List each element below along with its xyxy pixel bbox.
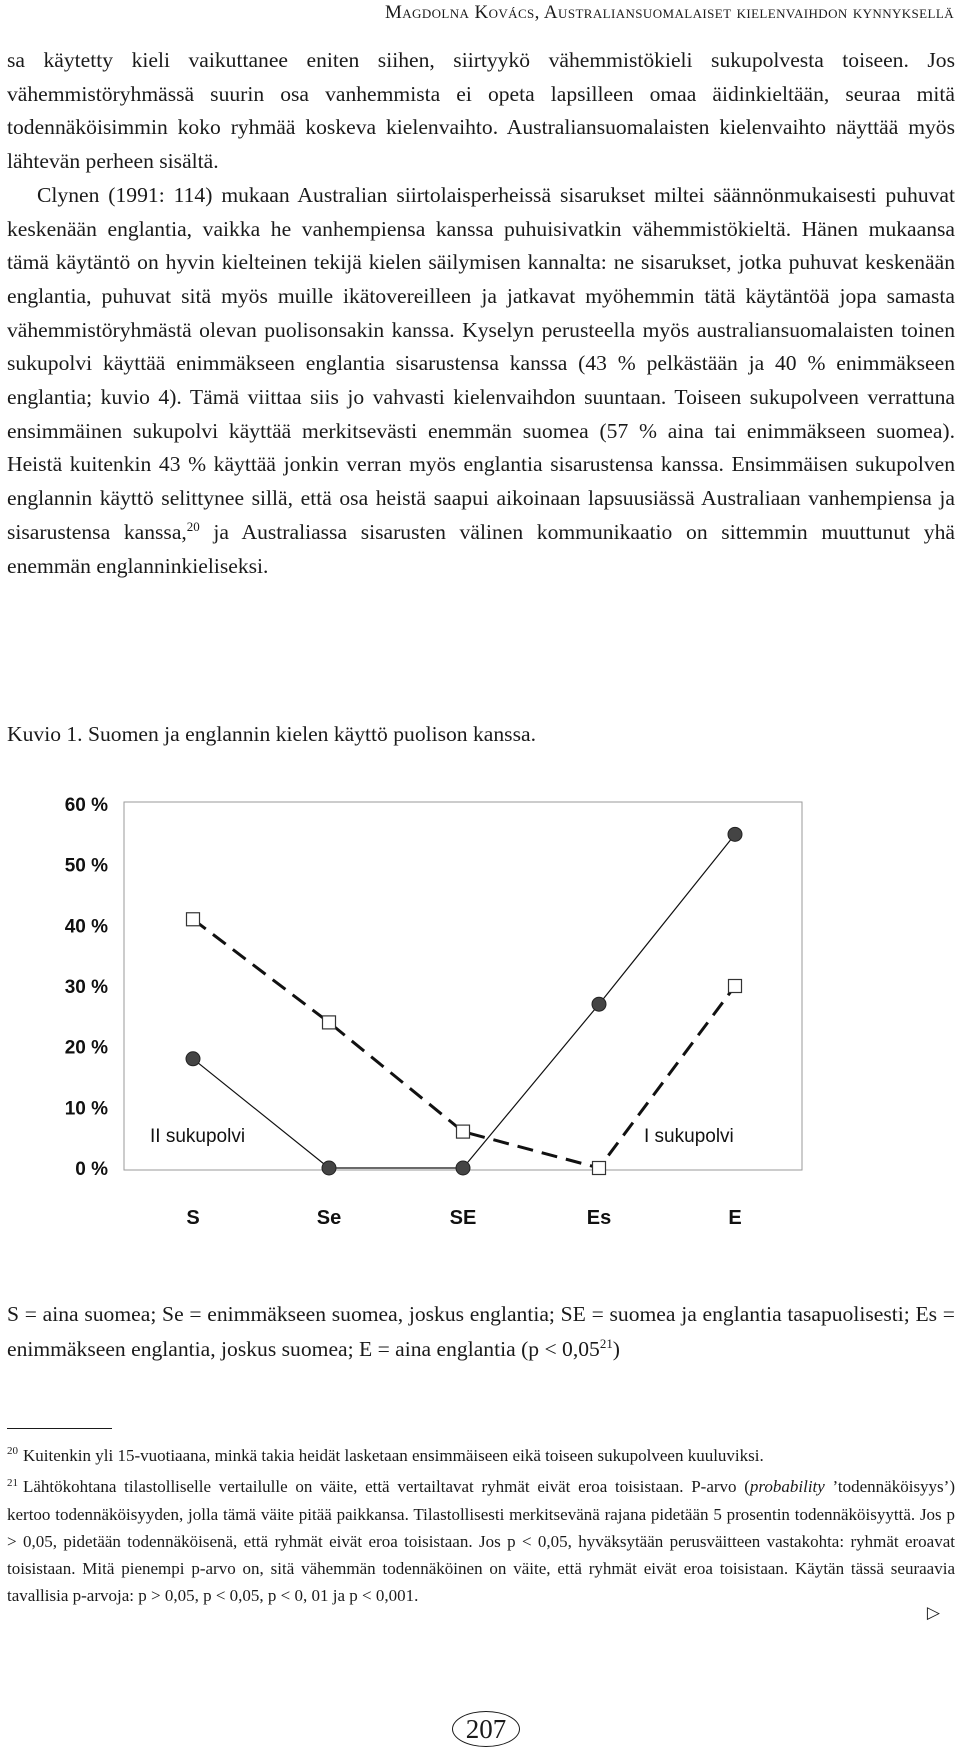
x-tick-label: Se bbox=[316, 1207, 342, 1229]
plot-frame bbox=[124, 802, 802, 1170]
footnote-ref-21: 21 bbox=[599, 1335, 613, 1351]
footnote-mark: 21 bbox=[7, 1476, 18, 1489]
y-tick-label: 10 % bbox=[64, 1098, 108, 1120]
square-marker bbox=[323, 1016, 336, 1029]
x-tick-label: S bbox=[186, 1207, 200, 1229]
paragraph-2-part-a: Clynen (1991: 114) mukaan Australian siirtolaisperheissä sisarukset miltei säännönmukaisesti puhuvat keskenään englantia, vaikka he vanhempiensa kanssa puhuisivatkin vähemmistökieltä. Hänen mukaansa tämä käytäntö on hyvin kielteinen tekijä kielen säilymisen kannalta: ne sisarukset, jotka puhuvat keskenään englantia, puhuvat sitä myös muille ikätovereilleen ja jatkavat myöhemmin tätä käytäntöä jopa samasta vähemmistöryhmästä olevan puolisonsakin kanssa. Kyselyn perusteella myös australiansuomalaisten toinen sukupolvi käyttää enimmäkseen englantia sisarustensa kanssa (43 % pelkästään ja 40 % enimmäkseen englantia; kuvio 4). Tämä viittaa siis jo vahvasti kielenvaihdon suuntaan. Toiseen sukupolveen verrattuna ensimmäinen sukupolvi käyttää merkitsevästi enemmän suomea (57 % aina tai enimmäkseen suomea). Heistä kuitenkin 43 % käyttää jonkin verran myös englantia sisarustensa kanssa. Ensimmäisen sukupolven englannin käyttö selittynee sillä, että osa heistä saapui aikoinaan lapsuusiässä Australiaan vanhempiensa ja sisarustensa kanssa, bbox=[7, 182, 955, 544]
square-marker bbox=[593, 1162, 606, 1175]
footnote-text-italic: probability bbox=[749, 1477, 825, 1497]
circle-marker bbox=[186, 1052, 200, 1066]
x-tick-label: E bbox=[728, 1207, 742, 1229]
y-tick-label: 30 % bbox=[64, 977, 108, 998]
footnote-ref-20: 20 bbox=[186, 518, 200, 534]
page-number: 207 bbox=[452, 1711, 520, 1747]
running-header: Magdolna Kovács, Australiansuomalaiset kielenvaihdon kynnyksellä bbox=[384, 2, 954, 23]
y-tick-label: 60 % bbox=[64, 795, 108, 816]
square-marker bbox=[187, 913, 200, 926]
x-tick-label: Es bbox=[586, 1207, 612, 1229]
figure-caption: Kuvio 1. Suomen ja englannin kielen käyttö puolison kanssa. bbox=[7, 722, 536, 746]
footnote-text: Kuitenkin yli 15-vuotiaana, minkä takia heidät lasketaan ensimmäiseen eikä toiseen sukupolveen kuuluviksi. bbox=[23, 1446, 764, 1465]
legend-text-part-a: S = aina suomea; Se = enimmäkseen suomea, joskus englantia; SE = suomea ja englantia tasapuolisesti; Es = enimmäkseen englantia, joskus suomea; E = aina englantia (p < 0,05 bbox=[7, 1302, 955, 1361]
legend-text-part-b: ) bbox=[612, 1337, 620, 1361]
footnote-text-a: Lähtökohtana tilastolliselle vertailulle on väite, että vertailtavat ryhmät eivät eroa toisistaan. P-arvo ( bbox=[23, 1477, 750, 1497]
x-tick-label: SE bbox=[449, 1207, 477, 1229]
figure-legend-text bbox=[7, 1297, 955, 1367]
continue-arrow-icon: ▷ bbox=[926, 1603, 940, 1623]
footnote-mark: 20 bbox=[7, 1445, 18, 1458]
y-tick-label: 40 % bbox=[64, 916, 108, 938]
annotation-ii-sukupolvi: II sukupolvi bbox=[150, 1126, 246, 1147]
footnote-20 bbox=[7, 1442, 955, 1469]
footnote-text-b: ’todennäköisyys’) kertoo todennäköisyyden, jolla tämä väite pitää paikkansa. Tilastollisesti merkitsevänä rajana pidetään 5 prosentin todennäköisyyttä. Jos p > 0,05, pidetään todennäköisenä, että ryhmät eivät eroa toisistaan. Jos p < 0,05, hyväksytään perusväitteen vastakohta: ryhmät eroavat toisistaan. Mitä pienempi p-arvo on, sitä vähemmän todennäköinen on väite, että ryhmät eivät eroa toisistaan. Käytän tässä seuraavia tavallisia p-arvoja: p > 0,05, p < 0,05, p < 0, 01 ja p < 0,001. bbox=[7, 1477, 955, 1606]
square-marker bbox=[729, 980, 742, 993]
circle-marker bbox=[322, 1161, 336, 1175]
circle-marker bbox=[592, 997, 606, 1011]
y-tick-label: 0 % bbox=[75, 1159, 108, 1180]
y-tick-label: 50 % bbox=[64, 855, 108, 877]
circle-marker bbox=[728, 827, 742, 841]
paragraph-2 bbox=[7, 179, 955, 583]
circle-marker bbox=[456, 1161, 470, 1175]
y-tick-label: 20 % bbox=[64, 1037, 108, 1059]
body-text bbox=[7, 44, 955, 583]
footnotes bbox=[7, 1442, 955, 1610]
footnote-21 bbox=[7, 1473, 955, 1609]
footnote-rule bbox=[7, 1428, 112, 1429]
annotation-i-sukupolvi: I sukupolvi bbox=[644, 1126, 734, 1147]
square-marker bbox=[457, 1125, 470, 1138]
paragraph-1: sa käytetty kieli vaikuttanee eniten siihen, siirtyykö vähemmistökieli sukupolvesta toiseen. Jos vähemmistöryhmässä suurin osa vanhemmista ei opeta lapsilleen omaa äidinkieltään, seuraa mitä todennäköisimmin koko ryhmää koskeva kielenvaihto. Australiansuomalaisten kielenvaihto näyttää myös lähtevän perheen sisältä. bbox=[7, 48, 955, 174]
line-chart bbox=[40, 792, 840, 1302]
paragraph-2-part-b: ja Australiassa sisarusten välinen kommunikaatio on sittemmin muuttunut yhä enemmän englanninkieliseksi. bbox=[7, 519, 955, 578]
